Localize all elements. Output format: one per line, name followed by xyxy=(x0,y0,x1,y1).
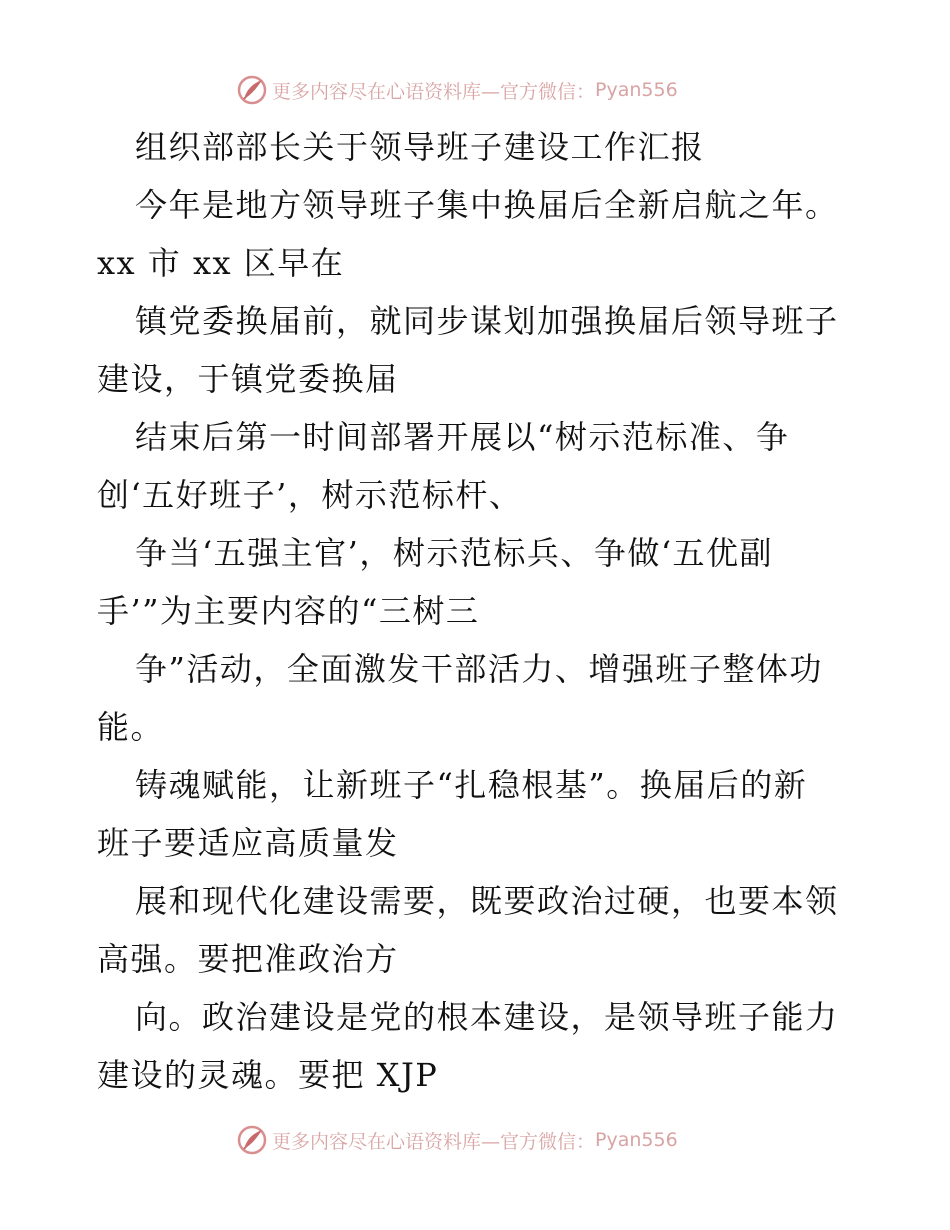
watermark-site-text: 更多内容尽在心语资料库—官方微信： xyxy=(272,80,596,103)
text-line: 镇党委换届前，就同步谋划加强换届后领导班子 xyxy=(135,302,839,340)
quill-logo-icon xyxy=(236,74,268,106)
text-line: 争”活动，全面激发干部活力、增强班子整体功 xyxy=(135,650,823,688)
document-body xyxy=(97,118,857,1104)
watermark-contact: Pyan556 xyxy=(595,79,678,101)
text-line: 能。 xyxy=(97,708,165,746)
text-line: 建设的灵魂。要把 XJP xyxy=(97,1056,439,1094)
text-line: 争当‘五强主官’，树示范标兵、争做‘五优副 xyxy=(135,534,774,572)
text-line: 高强。要把准政治方 xyxy=(97,940,399,978)
quill-logo-icon xyxy=(236,1124,268,1156)
text-line: 组织部部长关于领导班子建设工作汇报 xyxy=(135,128,705,166)
text-line: 手’”为主要内容的“三树三 xyxy=(97,592,480,630)
text-line: 班子要适应高质量发 xyxy=(97,824,399,862)
text-line: 创‘五好班子’，树示范标杆、 xyxy=(97,476,523,514)
text-line: 结束后第一时间部署开展以“树示范标准、争 xyxy=(135,418,790,456)
text-line: 展和现代化建设需要，既要政治过硬，也要本领 xyxy=(135,882,839,920)
text-line: 今年是地方领导班子集中换届后全新启航之年。 xyxy=(135,186,839,224)
header-watermark xyxy=(236,72,756,108)
watermark-contact: Pyan556 xyxy=(595,1129,678,1151)
text-line: 建设，于镇党委换届 xyxy=(97,360,399,398)
text-line: 向。政治建设是党的根本建设，是领导班子能力 xyxy=(135,998,839,1036)
text-line: 铸魂赋能，让新班子“扎稳根基”。换届后的新 xyxy=(135,766,808,804)
watermark-site-text: 更多内容尽在心语资料库—官方微信： xyxy=(272,1130,596,1153)
footer-watermark xyxy=(236,1122,756,1158)
text-line: xx 市 xx 区早在 xyxy=(97,244,345,282)
